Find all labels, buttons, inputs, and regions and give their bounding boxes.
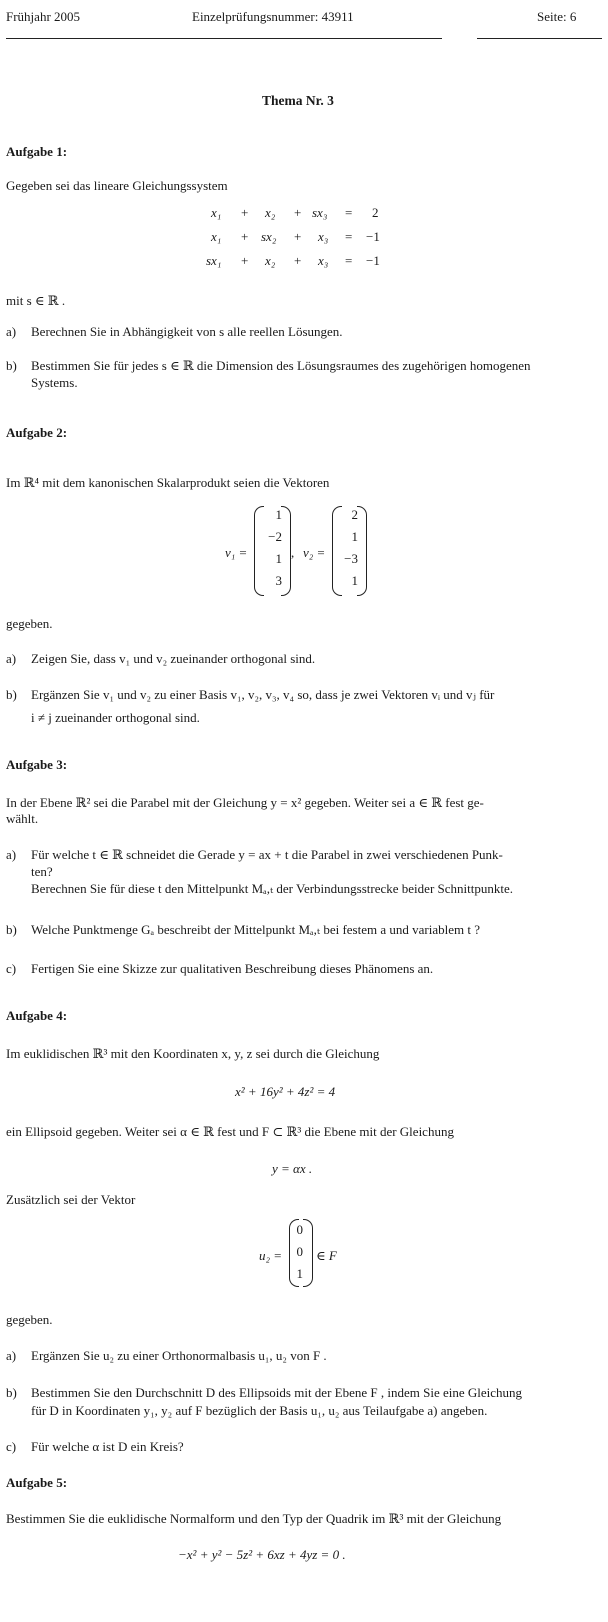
task-4a-text: Ergänzen Sie u₂ zu einer Orthonormalbasis u₁, u₂ von F . xyxy=(31,1348,327,1363)
vector-v2-entry: 1 xyxy=(351,529,358,544)
sys-r2-c6: = xyxy=(345,229,353,244)
task-4b-label: b) xyxy=(6,1385,17,1400)
task-2a-label: a) xyxy=(6,651,17,666)
sys-r1-c1: x₁ xyxy=(211,205,222,220)
task-3a-label: a) xyxy=(6,847,17,862)
header-semester: Frühjahr 2005 xyxy=(6,9,81,24)
task-3-line2: wählt. xyxy=(6,811,39,826)
topic-title: Thema Nr. 3 xyxy=(262,93,334,108)
sys-r2-c5: x₃ xyxy=(318,229,329,244)
task-2-title: Aufgabe 2: xyxy=(6,425,68,440)
sys-r3-c7: −1 xyxy=(366,253,380,268)
task-4b-line1: Bestimmen Sie den Durchschnitt D des Ellipsoids mit der Ebene F , indem Sie eine Gleichung xyxy=(31,1385,523,1400)
sys-r2-c1: x₁ xyxy=(211,229,222,244)
task-3b-label: b) xyxy=(6,922,17,937)
vector-u2-entry: 1 xyxy=(296,1266,303,1281)
header-exam-number: Einzelprüfungsnummer: 43911 xyxy=(192,9,354,24)
header-rule-left xyxy=(6,38,442,39)
sys-r1-c2: + xyxy=(241,205,249,220)
task-4c-label: c) xyxy=(6,1439,17,1454)
vector-v1-right-paren xyxy=(281,506,291,596)
task-4-line3: Zusätzlich sei der Vektor xyxy=(6,1192,136,1207)
task-5-intro: Bestimmen Sie die euklidische Normalform und den Typ der Quadrik im ℝ³ mit der Gleichung xyxy=(6,1511,502,1526)
task-1a-text: Berechnen Sie in Abhängigkeit von s alle reellen Lösungen. xyxy=(31,324,343,339)
vector-v2-label: v₂ = xyxy=(303,545,326,560)
task-3a-line2: ten? xyxy=(31,864,53,879)
sys-r3-c1: sx₁ xyxy=(206,253,222,268)
sys-r3-c6: = xyxy=(345,253,353,268)
task-1b-line1: Bestimmen Sie für jedes s ∈ ℝ die Dimension des Lösungsraumes des zugehörigen homogenen xyxy=(31,358,531,373)
task-2-intro: Im ℝ⁴ mit dem kanonischen Skalarprodukt seien die Vektoren xyxy=(6,475,330,490)
sys-r1-c4: + xyxy=(294,205,302,220)
vector-v2-entry: −3 xyxy=(344,551,358,566)
sys-r3-c2: + xyxy=(241,253,249,268)
task-2-given: gegeben. xyxy=(6,616,53,631)
vector-separator: , xyxy=(291,545,295,560)
sys-r1-c3: x₂ xyxy=(265,205,276,220)
task-4a-label: a) xyxy=(6,1348,17,1363)
plane-equation: y = αx . xyxy=(272,1161,313,1176)
task-4c-text: Für welche α ist D ein Kreis? xyxy=(31,1439,184,1454)
sys-r3-c3: x₂ xyxy=(265,253,276,268)
vector-v1-entry: −2 xyxy=(268,529,282,544)
task-1b-label: b) xyxy=(6,358,17,373)
task-4-intro: Im euklidischen ℝ³ mit den Koordinaten x, y, z sei durch die Gleichung xyxy=(6,1046,380,1061)
task-4-given: gegeben. xyxy=(6,1312,53,1327)
sys-r1-c6: = xyxy=(345,205,353,220)
vector-v1-entry: 1 xyxy=(275,551,282,566)
task-3a-line3: Berechnen Sie für diese t den Mittelpunkt Mₐ,ₜ der Verbindungsstrecke beider Schnittpunkte. xyxy=(31,881,513,896)
vector-v1-entry: 3 xyxy=(275,573,282,588)
vector-v2-entry: 1 xyxy=(351,573,358,588)
sys-r2-c4: + xyxy=(294,229,302,244)
vector-v1-entries xyxy=(262,504,282,592)
task-4-line2: ein Ellipsoid gegeben. Weiter sei α ∈ ℝ fest und F ⊂ ℝ³ die Ebene mit der Gleichung xyxy=(6,1124,454,1139)
vector-v2-entry: 2 xyxy=(351,507,358,522)
quadric-equation: −x² + y² − 5z² + 6xz + 4yz = 0 . xyxy=(178,1547,346,1562)
ellipsoid-equation: x² + 16y² + 4z² = 4 xyxy=(235,1084,336,1099)
vector-v1-label: v₁ = xyxy=(225,545,248,560)
vector-u2-right-paren xyxy=(303,1219,313,1287)
sys-r2-c3: sx₂ xyxy=(261,229,277,244)
vector-v2-entries xyxy=(338,504,358,592)
task-2b-line2: i ≠ j zueinander orthogonal sind. xyxy=(31,710,200,725)
vector-u2-entry: 0 xyxy=(296,1244,303,1259)
task-4b-line2: für D in Koordinaten y₁, y₂ auf F bezüglich der Basis u₁, u₂ aus Teilaufgabe a) angeben. xyxy=(31,1403,488,1418)
task-3c-text: Fertigen Sie eine Skizze zur qualitativen Beschreibung dieses Phänomens an. xyxy=(31,961,434,976)
sys-r1-c5: sx₃ xyxy=(312,205,328,220)
task-1a-label: a) xyxy=(6,324,17,339)
task-4-title: Aufgabe 4: xyxy=(6,1008,68,1023)
vector-v2-right-paren xyxy=(357,506,367,596)
vector-u2-label: u₂ = xyxy=(259,1248,283,1263)
task-5-title: Aufgabe 5: xyxy=(6,1475,68,1490)
task-3c-label: c) xyxy=(6,961,17,976)
task-3-line1: In der Ebene ℝ² sei die Parabel mit der Gleichung y = x² gegeben. Weiter sei a ∈ ℝ fest ge- xyxy=(6,795,484,810)
task-3b-text: Welche Punktmenge Gₐ beschreibt der Mittelpunkt Mₐ,ₜ bei festem a und variablem t ? xyxy=(31,922,480,937)
task-1-title: Aufgabe 1: xyxy=(6,144,68,159)
task-3-title: Aufgabe 3: xyxy=(6,757,68,772)
sys-r2-c7: −1 xyxy=(366,229,380,244)
vector-u2-entries xyxy=(293,1219,303,1285)
header-rule-right xyxy=(477,38,602,39)
header-page-number: Seite: 6 xyxy=(537,9,577,24)
task-2b-line1: Ergänzen Sie v₁ und v₂ zu einer Basis v₁, v₂, v₃, v₄ so, dass je zwei Vektoren vᵢ und vⱼ für xyxy=(31,687,495,702)
vector-v1-entry: 1 xyxy=(275,507,282,522)
task-2a-text: Zeigen Sie, dass v₁ und v₂ zueinander orthogonal sind. xyxy=(31,651,316,666)
sys-r2-c2: + xyxy=(241,229,249,244)
sys-r3-c4: + xyxy=(294,253,302,268)
task-3a-line1: Für welche t ∈ ℝ schneidet die Gerade y = ax + t die Parabel in zwei verschiedenen Punk- xyxy=(31,847,503,862)
sys-r1-c7: 2 xyxy=(372,205,379,220)
vector-u2-entry: 0 xyxy=(296,1222,303,1237)
task-1-condition: mit s ∈ ℝ . xyxy=(6,293,66,308)
sys-r3-c5: x₃ xyxy=(318,253,329,268)
task-2b-label: b) xyxy=(6,687,17,702)
task-1-intro: Gegeben sei das lineare Gleichungssystem xyxy=(6,178,228,193)
vector-u2-membership: ∈ F xyxy=(316,1248,337,1263)
task-1b-line2: Systems. xyxy=(31,375,78,390)
